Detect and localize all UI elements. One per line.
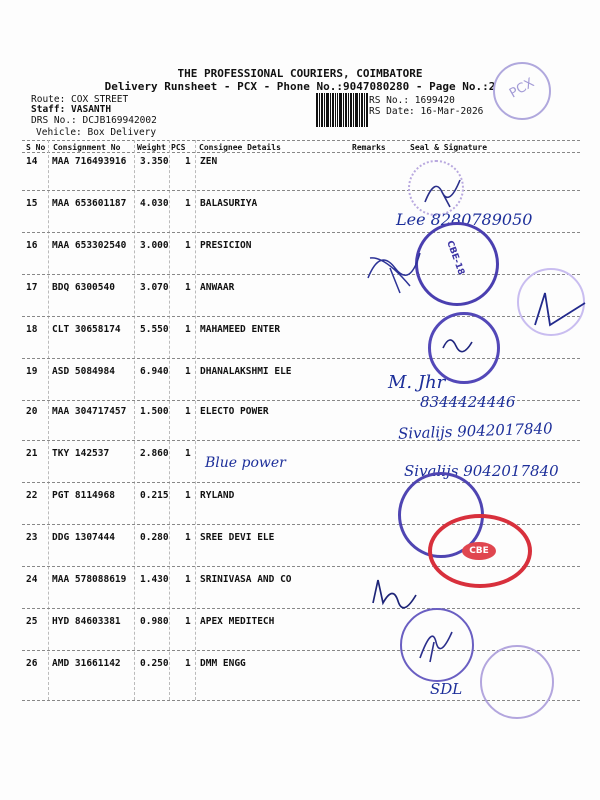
col-weight: Weight (137, 143, 166, 152)
row-sno: 14 (26, 156, 38, 167)
handwritten-consignee: Blue power (205, 455, 286, 471)
row-pcs: 1 (185, 406, 191, 417)
cbe-stamp-text: CBE (462, 542, 496, 560)
row-consignee: ZEN (200, 156, 218, 167)
row-divider (22, 608, 580, 609)
row-sno: 16 (26, 240, 38, 251)
signature (420, 172, 470, 212)
row-consignee: RYLAND (200, 490, 235, 501)
row-pcs: 1 (185, 490, 191, 501)
row-sno: 23 (26, 532, 38, 543)
row-pcs: 1 (185, 448, 191, 459)
vehicle: Vehicle: Box Delivery (36, 127, 157, 138)
company-name: THE PROFESSIONAL COURIERS, COIMBATORE (177, 67, 423, 80)
route: Route: COX STREET (31, 94, 129, 105)
row-pcs: 1 (185, 198, 191, 209)
pcx-stamp-text: PCX (507, 75, 537, 102)
signature (412, 620, 457, 665)
row-consignee: PRESICION (200, 240, 252, 251)
row-weight: 6.940 (140, 366, 169, 377)
seal-stamp (480, 645, 554, 719)
signature (525, 285, 595, 335)
row-divider (22, 190, 580, 191)
row-consignee: MAHAMEED ENTER (200, 324, 281, 335)
handwritten-phone: Lee 8280789050 (396, 210, 533, 229)
signature (368, 575, 423, 610)
row-consignment: DDG 1307444 (52, 532, 115, 543)
row-sno: 18 (26, 324, 38, 335)
signature (360, 238, 435, 300)
col-consignee: Consignee Details (199, 143, 281, 152)
row-weight: 0.980 (140, 616, 169, 627)
row-consignee: DHANALAKSHMI ELE (200, 366, 292, 377)
header-bottom-rule (22, 152, 580, 153)
row-weight: 0.250 (140, 658, 169, 669)
row-consignee: ELECTO POWER (200, 406, 269, 417)
signature (438, 328, 483, 360)
row-consignee: SRINIVASA AND CO (200, 574, 292, 585)
row-consignee: DMM ENGG (200, 658, 246, 669)
col-pcs: PCS (171, 143, 186, 152)
row-consignment: MAA 578088619 (52, 574, 127, 585)
header-top-rule (22, 140, 580, 141)
table-row (0, 324, 600, 366)
table-row (0, 156, 600, 198)
row-pcs: 1 (185, 532, 191, 543)
row-consignment: PGT 8114968 (52, 490, 115, 501)
row-consignment: BDQ 6300540 (52, 282, 115, 293)
row-weight: 3.000 (140, 240, 169, 251)
row-sno: 15 (26, 198, 38, 209)
row-pcs: 1 (185, 574, 191, 585)
row-pcs: 1 (185, 366, 191, 377)
row-consignment: TKY 142537 (52, 448, 110, 459)
row-sno: 17 (26, 282, 38, 293)
row-pcs: 1 (185, 240, 191, 251)
row-consignment: AMD 31661142 (52, 658, 121, 669)
row-pcs: 1 (185, 616, 191, 627)
handwritten-signature: Sivalijs 9042017840 (397, 419, 553, 443)
row-consignment: HYD 84603381 (52, 616, 121, 627)
row-pcs: 1 (185, 282, 191, 293)
row-consignment: MAA 304717457 (52, 406, 127, 417)
rs-number: RS No.: 1699420 (369, 95, 455, 106)
pcx-stamp (493, 62, 551, 120)
col-sno: S No (26, 143, 46, 152)
row-divider (22, 316, 580, 317)
row-divider (22, 232, 580, 233)
row-weight: 0.280 (140, 532, 169, 543)
row-pcs: 1 (185, 658, 191, 669)
drs-number: DRS No.: DCJB169942002 (31, 115, 157, 126)
row-weight: 4.030 (140, 198, 169, 209)
row-weight: 5.550 (140, 324, 169, 335)
row-sno: 21 (26, 448, 38, 459)
row-consignment: MAA 653302540 (52, 240, 127, 251)
row-consignment: CLT 30658174 (52, 324, 121, 335)
col-remarks: Remarks (352, 143, 386, 152)
row-sno: 25 (26, 616, 38, 627)
row-consignee: BALASURIYA (200, 198, 258, 209)
row-consignee: SREE DEVI ELE (200, 532, 275, 543)
cbe18-stamp-text: CBE-18 (444, 239, 466, 277)
row-sno: 24 (26, 574, 38, 585)
red-seal-stamp (428, 514, 532, 588)
row-sno: 26 (26, 658, 38, 669)
handwritten-initials: SDL (430, 680, 463, 698)
row-pcs: 1 (185, 324, 191, 335)
row-consignment: MAA 653601187 (52, 198, 127, 209)
row-consignee: ANWAAR (200, 282, 235, 293)
table-row (0, 282, 600, 324)
row-divider (22, 440, 580, 441)
row-consignment: MAA 716493916 (52, 156, 127, 167)
row-sno: 20 (26, 406, 38, 417)
handwritten-signature: Sivalijs 9042017840 (404, 462, 559, 480)
runsheet-subtitle: Delivery Runsheet - PCX - Phone No.:9047080280 - Page No.:2 (104, 80, 496, 93)
row-weight: 2.860 (140, 448, 169, 459)
row-weight: 3.070 (140, 282, 169, 293)
staff: Staff: VASANTH (31, 104, 112, 115)
row-divider (22, 482, 580, 483)
barcode (316, 93, 368, 127)
row-consignment: ASD 5084984 (52, 366, 115, 377)
handwritten-phone: 8344424446 (420, 393, 516, 411)
col-consignment: Consignment No (53, 143, 121, 152)
row-weight: 1.500 (140, 406, 169, 417)
row-sno: 22 (26, 490, 38, 501)
row-consignee: APEX MEDITECH (200, 616, 275, 627)
row-weight: 1.430 (140, 574, 169, 585)
row-pcs: 1 (185, 156, 191, 167)
table-row (0, 240, 600, 282)
rs-date: RS Date: 16-Mar-2026 (369, 106, 484, 117)
row-sno: 19 (26, 366, 38, 377)
handwritten-name: M. Jhr (388, 372, 446, 393)
row-weight: 3.350 (140, 156, 169, 167)
row-weight: 0.215 (140, 490, 169, 501)
col-seal-signature: Seal & Signature (410, 143, 488, 152)
